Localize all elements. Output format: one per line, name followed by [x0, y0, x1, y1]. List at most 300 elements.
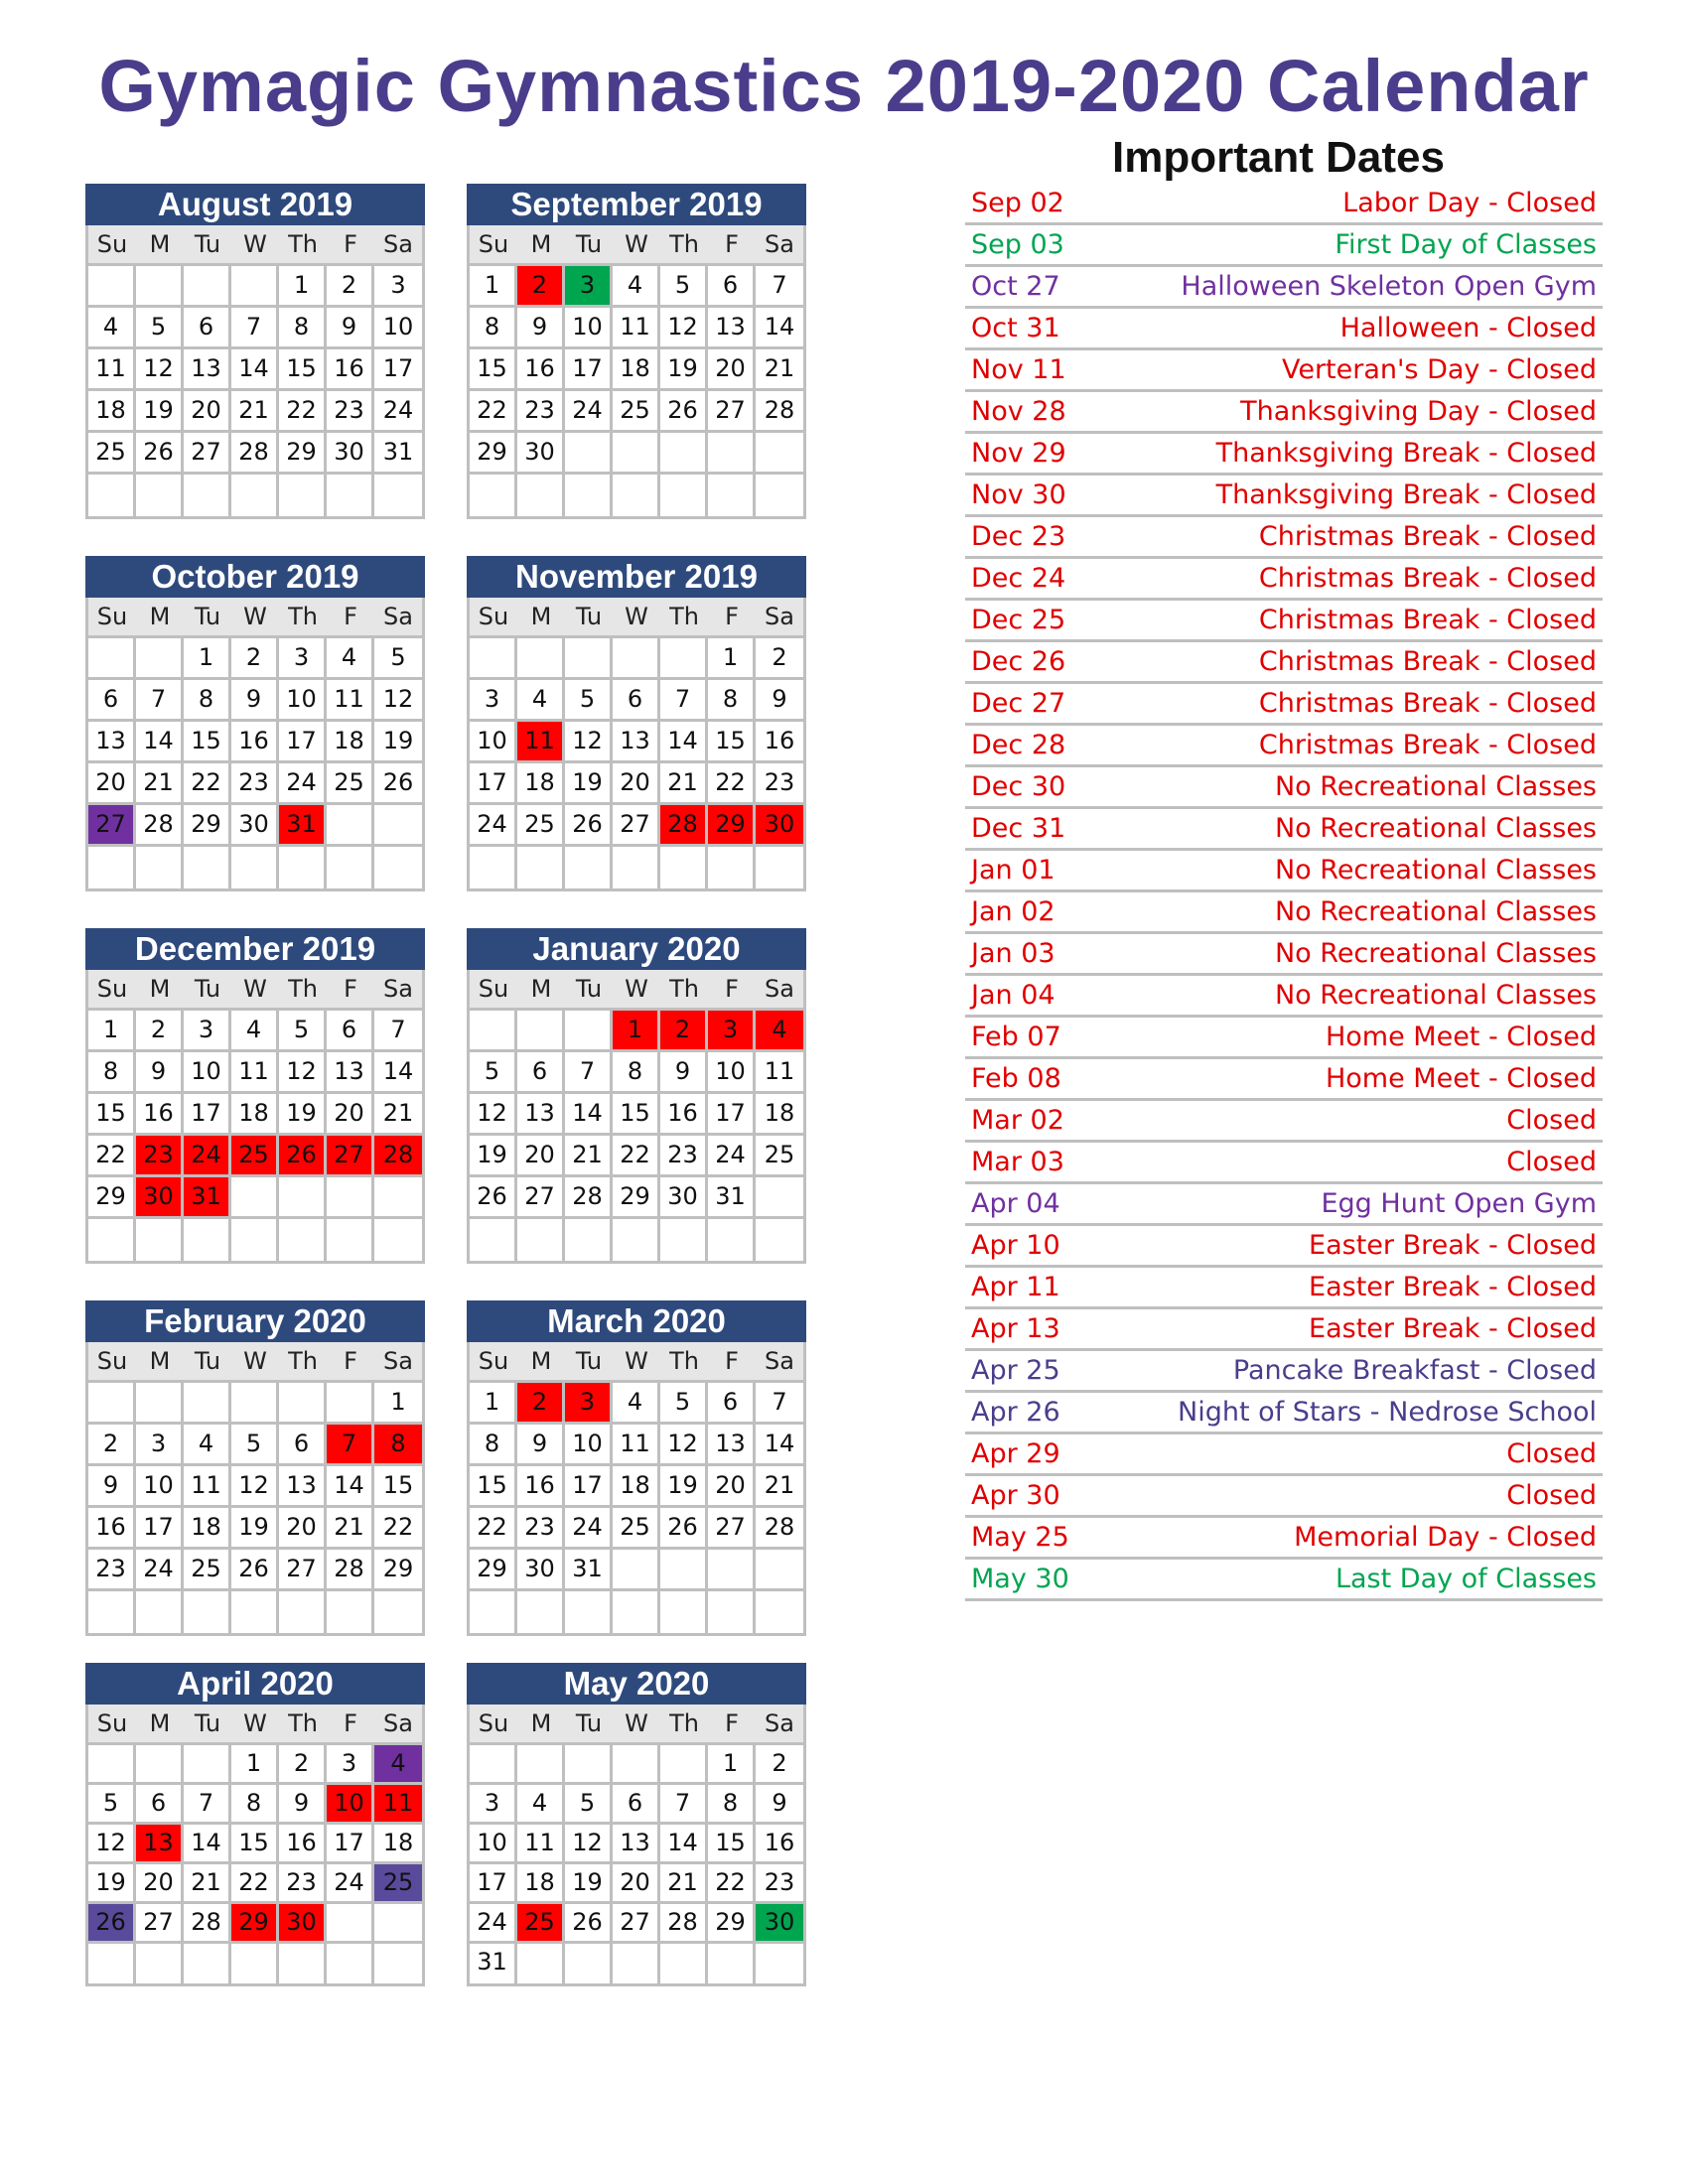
empty-day-cell [136, 1383, 184, 1425]
event-date: Nov 11 [971, 354, 1066, 385]
day-cell: 17 [327, 1825, 374, 1864]
day-cell: 20 [327, 1094, 374, 1136]
day-cell: 25 [613, 1508, 660, 1550]
day-cell: 17 [470, 1864, 517, 1904]
weekday-header: Su [470, 1705, 517, 1745]
empty-day-cell [470, 638, 517, 680]
day-cell: 14 [660, 1825, 708, 1864]
empty-day-cell [327, 475, 374, 516]
event-date: Nov 30 [971, 479, 1066, 510]
day-cell: 16 [231, 722, 279, 763]
day-cell: 20 [613, 763, 660, 805]
day-cell: 30 [136, 1177, 184, 1219]
weekday-header: Tu [184, 1342, 231, 1383]
day-cell: 6 [88, 680, 136, 722]
day-cell: 17 [374, 349, 422, 391]
important-date-row [965, 392, 1603, 434]
weekday-header: F [708, 1342, 756, 1383]
empty-day-cell [470, 1011, 517, 1052]
day-cell: 6 [708, 1383, 756, 1425]
event-date: Apr 25 [971, 1355, 1060, 1386]
weekday-header: M [517, 970, 565, 1011]
weekday-header: M [136, 1342, 184, 1383]
day-cell: 24 [470, 805, 517, 847]
day-cell: 14 [136, 722, 184, 763]
event-description: Christmas Break - Closed [1258, 730, 1597, 760]
day-cell: 8 [88, 1052, 136, 1094]
event-date: Dec 26 [971, 646, 1066, 677]
day-cell: 3 [565, 1383, 613, 1425]
day-cell: 5 [88, 1785, 136, 1825]
day-cell: 25 [184, 1550, 231, 1591]
day-cell: 12 [660, 1425, 708, 1466]
day-cell: 3 [136, 1425, 184, 1466]
day-cell: 13 [327, 1052, 374, 1094]
day-cell: 31 [374, 433, 422, 475]
month-title: December 2019 [85, 928, 425, 970]
weekday-header: Tu [565, 1342, 613, 1383]
empty-day-cell [231, 266, 279, 308]
important-date-row [965, 767, 1603, 809]
day-cell: 23 [136, 1136, 184, 1177]
empty-day-cell [88, 1591, 136, 1633]
event-description: Christmas Break - Closed [1258, 605, 1597, 635]
event-description: Easter Break - Closed [1309, 1230, 1597, 1261]
empty-day-cell [565, 1219, 613, 1261]
empty-day-cell [660, 433, 708, 475]
important-date-row [965, 1143, 1603, 1184]
day-cell: 1 [708, 638, 756, 680]
weekday-header: W [613, 1342, 660, 1383]
day-cell: 3 [470, 680, 517, 722]
empty-day-cell [565, 475, 613, 516]
day-cell: 1 [470, 1383, 517, 1425]
day-cell: 9 [136, 1052, 184, 1094]
day-cell: 13 [136, 1825, 184, 1864]
day-cell: 12 [136, 349, 184, 391]
day-cell: 10 [565, 1425, 613, 1466]
day-cell: 27 [613, 1904, 660, 1944]
weekday-header: W [231, 1342, 279, 1383]
weekday-header: Th [279, 1342, 327, 1383]
empty-day-cell [613, 1219, 660, 1261]
day-cell: 23 [660, 1136, 708, 1177]
day-cell: 13 [708, 308, 756, 349]
weekday-header: Su [470, 598, 517, 638]
empty-day-cell [517, 475, 565, 516]
month-title: March 2020 [467, 1300, 806, 1342]
empty-day-cell [184, 847, 231, 888]
important-date-row [965, 892, 1603, 934]
month-title: September 2019 [467, 184, 806, 225]
event-description: Closed [1506, 1480, 1597, 1511]
empty-day-cell [613, 847, 660, 888]
empty-day-cell [613, 1591, 660, 1633]
month-calendar [467, 928, 806, 1264]
event-date: Dec 27 [971, 688, 1066, 719]
empty-day-cell [660, 475, 708, 516]
day-cell: 9 [756, 1785, 803, 1825]
weekday-header: Su [470, 225, 517, 266]
weekday-header: Th [660, 1342, 708, 1383]
day-cell: 10 [708, 1052, 756, 1094]
day-cell: 13 [88, 722, 136, 763]
month-title: February 2020 [85, 1300, 425, 1342]
empty-day-cell [374, 847, 422, 888]
important-date-row [965, 976, 1603, 1018]
empty-day-cell [565, 1591, 613, 1633]
day-cell: 24 [470, 1904, 517, 1944]
day-cell: 7 [756, 1383, 803, 1425]
day-cell: 9 [88, 1466, 136, 1508]
weekday-header: Tu [184, 225, 231, 266]
day-cell: 13 [279, 1466, 327, 1508]
day-cell: 7 [756, 266, 803, 308]
event-description: First Day of Classes [1335, 229, 1597, 260]
day-cell: 14 [756, 1425, 803, 1466]
empty-day-cell [136, 475, 184, 516]
day-cell: 21 [184, 1864, 231, 1904]
empty-day-cell [184, 1745, 231, 1785]
day-cell: 1 [613, 1011, 660, 1052]
event-date: Apr 13 [971, 1313, 1060, 1344]
empty-day-cell [374, 1591, 422, 1633]
day-cell: 4 [327, 638, 374, 680]
day-cell: 20 [613, 1864, 660, 1904]
day-cell: 25 [517, 805, 565, 847]
day-cell: 22 [231, 1864, 279, 1904]
empty-day-cell [565, 847, 613, 888]
weekday-header: W [231, 225, 279, 266]
day-cell: 8 [279, 308, 327, 349]
empty-day-cell [231, 847, 279, 888]
day-cell: 26 [374, 763, 422, 805]
weekday-header: Sa [756, 225, 803, 266]
important-date-row [965, 642, 1603, 684]
empty-day-cell [184, 1219, 231, 1261]
important-date-row [965, 434, 1603, 476]
event-date: Sep 02 [971, 188, 1064, 218]
weekday-header: Sa [374, 970, 422, 1011]
important-date-row [965, 184, 1603, 225]
day-cell: 18 [613, 349, 660, 391]
day-cell: 1 [88, 1011, 136, 1052]
day-cell: 26 [88, 1904, 136, 1944]
empty-day-cell [470, 1591, 517, 1633]
empty-day-cell [708, 1944, 756, 1983]
important-date-row [965, 1393, 1603, 1434]
day-cell: 18 [88, 391, 136, 433]
weekday-header: Sa [756, 598, 803, 638]
weekday-header: F [708, 225, 756, 266]
weekday-header: M [517, 598, 565, 638]
weekday-header: Tu [184, 1705, 231, 1745]
day-cell: 29 [374, 1550, 422, 1591]
empty-day-cell [517, 1944, 565, 1983]
weekday-header: F [327, 225, 374, 266]
empty-day-cell [88, 266, 136, 308]
event-description: Christmas Break - Closed [1258, 521, 1597, 552]
day-cell: 7 [374, 1011, 422, 1052]
day-cell: 3 [708, 1011, 756, 1052]
month-calendar [85, 184, 425, 519]
day-cell: 29 [279, 433, 327, 475]
day-cell: 24 [279, 763, 327, 805]
event-description: Verteran's Day - Closed [1281, 354, 1597, 385]
event-date: Apr 30 [971, 1480, 1060, 1511]
empty-day-cell [565, 1745, 613, 1785]
important-date-row [965, 601, 1603, 642]
weekday-header: M [517, 1705, 565, 1745]
day-cell: 29 [88, 1177, 136, 1219]
event-description: No Recreational Classes [1274, 771, 1597, 802]
day-cell: 29 [708, 1904, 756, 1944]
day-cell: 26 [279, 1136, 327, 1177]
event-description: Pancake Breakfast - Closed [1232, 1355, 1597, 1386]
empty-day-cell [565, 1011, 613, 1052]
event-description: Closed [1506, 1147, 1597, 1177]
day-cell: 31 [279, 805, 327, 847]
event-date: Apr 11 [971, 1272, 1060, 1302]
day-cell: 31 [470, 1944, 517, 1983]
day-cell: 4 [517, 1785, 565, 1825]
event-date: Dec 31 [971, 813, 1066, 844]
day-cell: 23 [517, 1508, 565, 1550]
day-cell: 15 [470, 1466, 517, 1508]
day-cell: 12 [660, 308, 708, 349]
empty-day-cell [708, 1219, 756, 1261]
weekday-header: W [231, 970, 279, 1011]
day-cell: 19 [279, 1094, 327, 1136]
day-cell: 2 [756, 638, 803, 680]
weekday-header: Th [279, 1705, 327, 1745]
day-cell: 19 [470, 1136, 517, 1177]
weekday-header: Su [88, 1705, 136, 1745]
empty-day-cell [136, 266, 184, 308]
weekday-header: Sa [756, 1705, 803, 1745]
day-cell: 27 [88, 805, 136, 847]
day-cell: 7 [327, 1425, 374, 1466]
empty-day-cell [327, 1591, 374, 1633]
day-cell: 6 [279, 1425, 327, 1466]
important-date-row [965, 267, 1603, 309]
day-cell: 13 [613, 722, 660, 763]
day-cell: 23 [756, 1864, 803, 1904]
day-cell: 19 [565, 763, 613, 805]
empty-day-cell [327, 1904, 374, 1944]
weekday-header: Th [660, 1705, 708, 1745]
day-cell: 18 [184, 1508, 231, 1550]
empty-day-cell [88, 475, 136, 516]
empty-day-cell [517, 1591, 565, 1633]
day-cell: 16 [279, 1825, 327, 1864]
important-date-row [965, 1434, 1603, 1476]
day-cell: 4 [88, 308, 136, 349]
day-cell: 26 [470, 1177, 517, 1219]
empty-day-cell [279, 1219, 327, 1261]
day-cell: 24 [565, 391, 613, 433]
day-cell: 22 [708, 763, 756, 805]
day-cell: 12 [279, 1052, 327, 1094]
day-cell: 14 [565, 1094, 613, 1136]
important-date-row [965, 1309, 1603, 1351]
important-date-row [965, 1018, 1603, 1059]
event-date: Mar 03 [971, 1147, 1064, 1177]
empty-day-cell [374, 1904, 422, 1944]
day-cell: 4 [184, 1425, 231, 1466]
important-date-row [965, 559, 1603, 601]
month-title: October 2019 [85, 556, 425, 598]
day-cell: 4 [517, 680, 565, 722]
event-date: Nov 29 [971, 438, 1066, 469]
important-date-row [965, 726, 1603, 767]
empty-day-cell [613, 433, 660, 475]
weekday-header: M [136, 598, 184, 638]
day-cell: 7 [184, 1785, 231, 1825]
weekday-header: Su [88, 598, 136, 638]
day-cell: 15 [708, 1825, 756, 1864]
month-calendar [85, 928, 425, 1264]
day-cell: 27 [708, 1508, 756, 1550]
empty-day-cell [88, 847, 136, 888]
empty-day-cell [470, 475, 517, 516]
day-cell: 7 [136, 680, 184, 722]
day-cell: 4 [756, 1011, 803, 1052]
event-date: Dec 25 [971, 605, 1066, 635]
day-cell: 19 [374, 722, 422, 763]
event-date: Apr 29 [971, 1438, 1060, 1469]
day-cell: 30 [279, 1904, 327, 1944]
month-calendar [85, 1300, 425, 1636]
day-cell: 18 [613, 1466, 660, 1508]
empty-day-cell [184, 1591, 231, 1633]
weekday-header: F [327, 970, 374, 1011]
day-cell: 7 [231, 308, 279, 349]
empty-day-cell [374, 1177, 422, 1219]
weekday-header: F [327, 598, 374, 638]
event-description: No Recreational Classes [1274, 813, 1597, 844]
event-date: Sep 03 [971, 229, 1064, 260]
day-cell: 8 [708, 1785, 756, 1825]
empty-day-cell [565, 1944, 613, 1983]
empty-day-cell [660, 1745, 708, 1785]
day-cell: 27 [613, 805, 660, 847]
day-cell: 10 [136, 1466, 184, 1508]
empty-day-cell [660, 1591, 708, 1633]
empty-day-cell [231, 1591, 279, 1633]
empty-day-cell [231, 1219, 279, 1261]
empty-day-cell [231, 475, 279, 516]
empty-day-cell [279, 1177, 327, 1219]
day-cell: 2 [660, 1011, 708, 1052]
empty-day-cell [660, 847, 708, 888]
day-cell: 19 [660, 349, 708, 391]
weekday-header: Th [660, 598, 708, 638]
day-cell: 12 [374, 680, 422, 722]
month-title: August 2019 [85, 184, 425, 225]
empty-day-cell [517, 1745, 565, 1785]
day-cell: 22 [613, 1136, 660, 1177]
weekday-header: Tu [184, 598, 231, 638]
day-cell: 31 [565, 1550, 613, 1591]
day-cell: 21 [565, 1136, 613, 1177]
day-cell: 24 [374, 391, 422, 433]
day-cell: 17 [565, 1466, 613, 1508]
day-cell: 8 [374, 1425, 422, 1466]
page-title: Gymagic Gymnastics 2019-2020 Calendar [98, 45, 1590, 127]
event-date: Oct 27 [971, 271, 1060, 302]
event-description: Christmas Break - Closed [1258, 688, 1597, 719]
weekday-header: Tu [565, 1705, 613, 1745]
empty-day-cell [565, 638, 613, 680]
empty-day-cell [327, 1383, 374, 1425]
day-cell: 18 [327, 722, 374, 763]
day-cell: 10 [470, 1825, 517, 1864]
day-cell: 28 [660, 805, 708, 847]
day-cell: 1 [279, 266, 327, 308]
day-cell: 12 [470, 1094, 517, 1136]
event-description: Christmas Break - Closed [1258, 563, 1597, 594]
day-cell: 10 [565, 308, 613, 349]
weekday-header: Su [88, 1342, 136, 1383]
day-cell: 28 [660, 1904, 708, 1944]
event-date: May 30 [971, 1564, 1069, 1594]
day-cell: 30 [517, 1550, 565, 1591]
day-cell: 10 [470, 722, 517, 763]
day-cell: 14 [756, 308, 803, 349]
day-cell: 5 [660, 1383, 708, 1425]
day-cell: 29 [470, 433, 517, 475]
day-cell: 21 [756, 1466, 803, 1508]
day-cell: 1 [708, 1745, 756, 1785]
day-cell: 26 [660, 1508, 708, 1550]
day-cell: 10 [327, 1785, 374, 1825]
day-cell: 12 [231, 1466, 279, 1508]
empty-day-cell [660, 638, 708, 680]
day-cell: 5 [660, 266, 708, 308]
event-date: Dec 30 [971, 771, 1066, 802]
event-description: Easter Break - Closed [1309, 1272, 1597, 1302]
weekday-header: M [517, 1342, 565, 1383]
day-cell: 22 [374, 1508, 422, 1550]
day-cell: 23 [279, 1864, 327, 1904]
day-cell: 6 [613, 1785, 660, 1825]
empty-day-cell [88, 1383, 136, 1425]
day-cell: 25 [327, 763, 374, 805]
day-cell: 25 [756, 1136, 803, 1177]
weekday-header: F [327, 1705, 374, 1745]
day-cell: 1 [374, 1383, 422, 1425]
month-title: January 2020 [467, 928, 806, 970]
day-cell: 3 [327, 1745, 374, 1785]
empty-day-cell [660, 1550, 708, 1591]
empty-day-cell [708, 475, 756, 516]
day-cell: 15 [88, 1094, 136, 1136]
month-title: November 2019 [467, 556, 806, 598]
day-cell: 28 [756, 391, 803, 433]
important-date-row [965, 1101, 1603, 1143]
event-description: No Recreational Classes [1274, 980, 1597, 1011]
day-cell: 3 [184, 1011, 231, 1052]
day-cell: 3 [470, 1785, 517, 1825]
day-cell: 24 [327, 1864, 374, 1904]
empty-day-cell [756, 1944, 803, 1983]
month-calendar [467, 184, 806, 519]
event-description: Easter Break - Closed [1309, 1313, 1597, 1344]
day-cell: 15 [708, 722, 756, 763]
empty-day-cell [136, 1745, 184, 1785]
day-cell: 18 [517, 1864, 565, 1904]
